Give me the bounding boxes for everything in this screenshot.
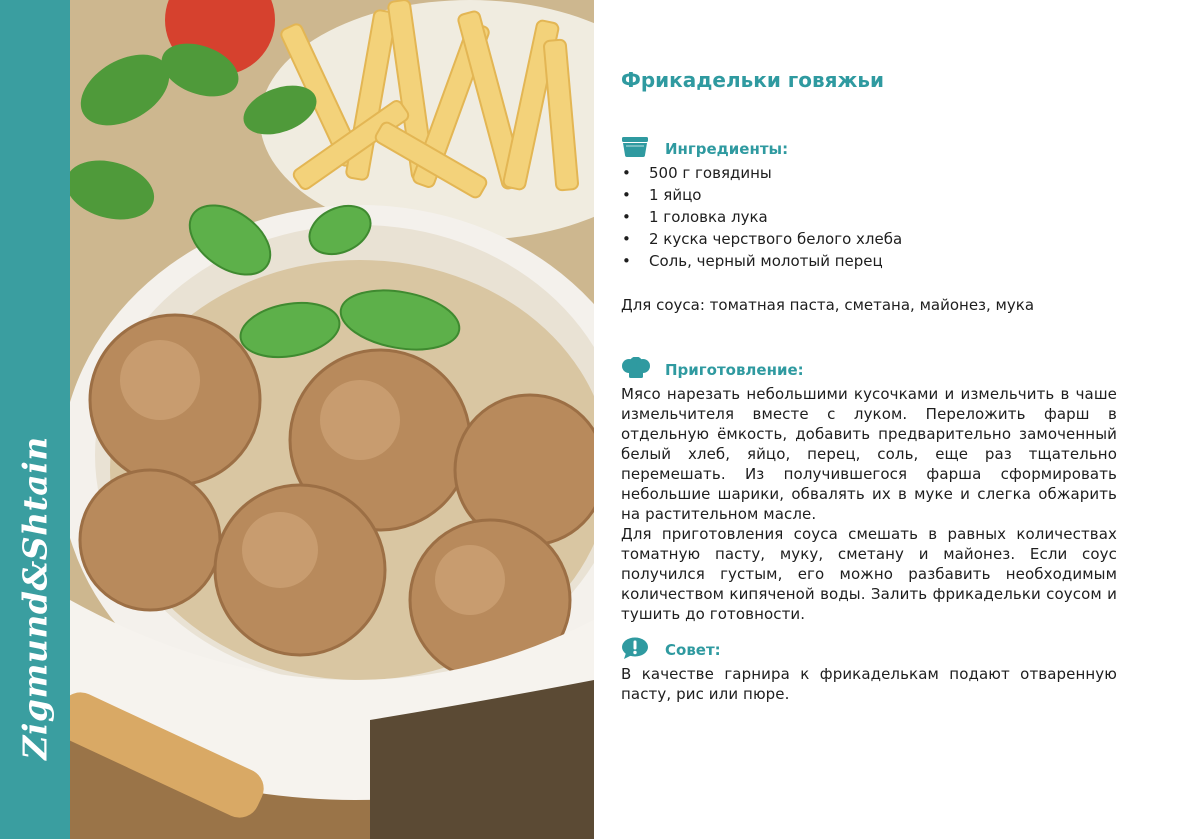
brand-strip [0,0,70,839]
preparation-step-sauce: Для приготовления соуса смешать в равных количествах томатную пасту, муку, сметану и майонез. Если соус получился густым, его можно разбавить необходимым количеством кипяченой воды. Залить фрикадельки соусом и тушить до готовности. [621,525,1117,623]
recipe-photo [70,0,594,839]
ingredient-text: 1 головка лука [649,208,768,226]
list-item [621,228,1117,250]
bullet: • [622,230,631,248]
list-item [621,162,1117,184]
bullet: • [622,252,631,270]
list-item [621,250,1117,272]
recipe-title: Фрикадельки говяжьи [621,68,885,92]
exclamation-bubble-icon [621,637,651,659]
ingredients-heading [621,136,1117,160]
ingredient-text: 500 г говядины [649,164,772,182]
bowl-icon [621,136,651,158]
list-item [621,206,1117,228]
list-item [621,184,1117,206]
preparation-label: Приготовление: [665,361,804,379]
tip-text: В качестве гарнира к фрикаделькам подают отваренную пасту, рис или пюре. [621,665,1117,703]
tip-heading [621,637,1117,661]
ingredient-text: 1 яйцо [649,186,702,204]
preparation-step-meatballs: Мясо нарезать небольшими кусочками и измельчить в чаше измельчителя вместе с луком. Переложить фарш в отдельную ёмкость, добавить предварительно замоченный белый хлеб, яйцо, перец, соль, еще раз тщательно перемешать. Из получившегося фарша сформировать небольшие шарики, обвалять их в муке и слегка обжарить на растительном масле. [621,385,1117,523]
tip-label: Совет: [665,641,721,659]
bullet: • [622,208,631,226]
ingredient-text: 2 куска черствого белого хлеба [649,230,903,248]
ingredients-label: Ингредиенты: [665,140,789,158]
meatballs-bowl-illustration [70,0,594,839]
ingredients-list [621,162,1117,272]
brand-logo: Zigmund&Shtain [15,436,55,760]
chef-hat-icon [621,357,651,379]
bullet: • [622,186,631,204]
ingredient-text: Соль, черный молотый перец [649,252,883,270]
sauce-ingredients: Для соуса: томатная паста, сметана, майонез, мука [621,296,1035,314]
preparation-heading [621,357,1117,381]
bullet: • [622,164,631,182]
